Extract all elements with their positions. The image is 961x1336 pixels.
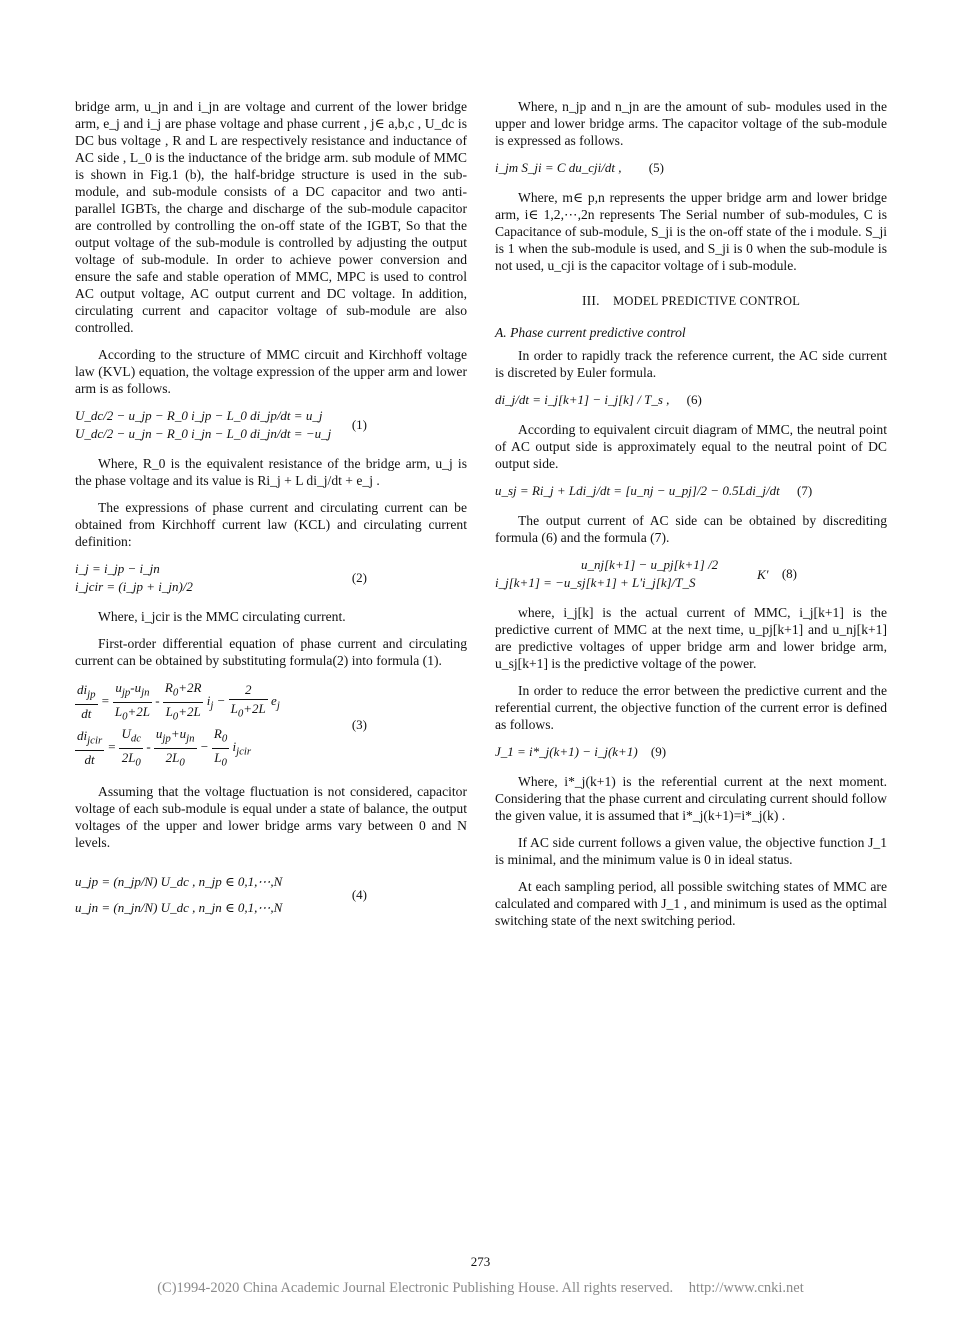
right-paragraph-7: In order to reduce the error between the predictive current and the referential current, the objective function of the current error is defined as follows. [495,683,887,732]
equation-1-number: (1) [351,417,367,432]
equation-6 [495,391,887,409]
equation-1-line-1: U_dc/2 − u_jp − R_0 i_jp − L_0 di_jp/dt = u_j [75,408,323,423]
right-paragraph-5: The output current of AC side can be obtained by discrediting formula (6) and the formula (7). [495,513,887,545]
equation-5 [495,159,887,177]
left-column [75,98,467,929]
equation-8-line-1: u_nj[k+1] − u_pj[k+1] /2 [581,557,719,572]
equation-8-number: (8) [781,566,797,581]
section-heading [495,292,887,310]
equation-6-number: (6) [686,392,702,407]
right-paragraph-3: In order to rapidly track the reference current, the AC side current is discreted by Euler formula. [495,348,887,380]
equation-6-body: di_j/dt = i_j[k+1] − i_j[k] / T_s , [495,392,670,407]
equation-1 [75,407,467,443]
equation-2-line-1: i_j = i_jp − i_jn [75,561,160,576]
right-paragraph-1: Where, n_jp and n_jn are the amount of sub- modules used in the upper and lower bridge arms. The capacitor voltage of the sub-module is expressed as follows. [495,99,887,148]
equation-9-number: (9) [650,744,667,759]
subsection-heading: A. Phase current predictive control [495,325,686,340]
left-paragraph-5: Where, i_jcir is the MMC circulating current. [98,609,346,624]
right-paragraph-8: Where, i*_j(k+1) is the referential current at the next moment. Considering that the phase current and circulating current should follow the given value, it is assumed that i*_j(k+1)=i*_j(k) . [495,774,887,823]
equation-9-body: J_1 = i*_j(k+1) − i_j(k+1) [495,744,638,759]
right-paragraph-2: Where, m∈ p,n represents the upper bridge arm and lower bridge arm, i∈ 1,2,⋯,2n represents The Serial number of sub-modules, C is Capacitance of sub-module, S_ji is the on-off state of the i module. S_ji is 1 when the sub-module is used, and S_ji is 0 when the sub-module is not used, u_cji is the capacitor voltage of i sub-module. [495,190,887,273]
section-title: MODEL PREDICTIVE CONTROL [613,294,801,308]
equation-7-number: (7) [797,483,813,498]
equation-4 [75,873,467,917]
equation-8-line-2: i_j[k+1] = −u_sj[k+1] + L'i_j[k]/T_S [495,575,696,590]
equation-2-line-2: i_jcir = (i_jp + i_jn)/2 [75,579,193,594]
page-number: 273 [470,1254,491,1269]
footer-copyright: (C)1994-2020 China Academic Journal Electronic Publishing House. All rights reserved. [157,1280,674,1296]
equation-4-number: (4) [351,887,367,903]
right-paragraph-9: If AC side current follows a given value, the objective function J_1 is minimal, and the minimum value is 0 in ideal status. [495,835,887,867]
right-column [495,98,887,939]
equation-3-number: (3) [351,717,367,733]
equation-4-line-2: u_jn = (n_jn/N) U_dc , n_jn ∈ 0,1,⋯,N [75,900,283,916]
equation-9 [495,743,887,761]
equation-2-number: (2) [351,570,367,585]
equation-5-number: (5) [648,160,664,175]
footer [0,1280,961,1297]
equation-8 [495,556,887,592]
equation-3-line-2: $\frac{di_{jcir}}{dt}$ = $\frac{U_{dc}}{2L_0}$ - $\frac{u_{jp}+u_{jn}}{2L_0}$ − $\frac{R_0}{L_0}$ $i_{jcir}$ [77,726,252,769]
equation-8-denominator: K' [757,567,769,582]
equation-3-line-1: $\frac{di_{jp}}{dt}$ = $\frac{u_{jp}-u_{jn}}{L_0+2L}$ - $\frac{R_0+2R}{L_0+2L}$ $i_j$ − $\frac{2}{L_0+2L}$ $e_j$ [77,680,280,723]
left-paragraph-4: The expressions of phase current and circulating current can be obtained from Kirchhoff current law (KCL) and circulating current definition: [75,500,467,549]
right-paragraph-10: At each sampling period, all possible switching states of MMC are calculated and compared with J_1 , and minimum is used as the optimal switching state of the next switching period. [495,879,887,928]
right-paragraph-6: where, i_j[k] is the actual current of MMC, i_j[k+1] is the predictive current of MMC at the next time, u_pj[k+1] and u_nj[k+1] are predictive voltages of upper bridge arm and lower bridge arm, u_sj[k+1] is the predictive voltage of the power. [495,605,887,671]
equation-2 [75,560,467,596]
footer-url: http://www.cnki.net [688,1280,804,1296]
left-paragraph-3: Where, R_0 is the equivalent resistance of the bridge arm, u_j is the phase voltage and its value is Ri_j + L di_j/dt + e_j . [75,456,467,488]
left-paragraph-7: Assuming that the voltage fluctuation is not considered, capacitor voltage of each sub-module is equal under a state of balance, the output voltages of the upper and lower bridge arms vary between 0 and N levels. [75,784,467,851]
equation-1-line-2: U_dc/2 − u_jn − R_0 i_jn − L_0 di_jn/dt = −u_j [75,426,332,441]
left-paragraph-1: bridge arm, u_jn and i_jn are voltage and current of the lower bridge arm, e_j and i_j are phase voltage and phase current , j∈ a,b,c , U_dc is DC bus voltage , R and L are respectively resistance and inductance of AC side , L_0 is the inductance of the bridge arm. sub module of MMC is shown in Fig.1 (b), the half-bridge structure is used in the sub-module, and sub-module consists of a DC capacitor and two anti-parallel IGBTs, the charge and discharge of the sub-module capacitor are controlled by controlling the on-off state of the IGBT, So that the output voltage of the sub-module is controlled by adjusting the output voltage of sub-module. In order to achieve power conversion and ensure the safe and stable operation of MMC, MPC is used to control AC output voltage, AC output current and DC voltage. In addition, circulating current and capacitor voltage of sub-module are also controlled. [75,99,467,335]
equation-7 [495,482,887,500]
equation-7-body: u_sj = Ri_j + Ldi_j/dt = [u_nj − u_pj]/2 − 0.5Ldi_j/dt [495,483,780,498]
left-paragraph-2: According to the structure of MMC circuit and Kirchhoff voltage law (KVL) equation, the voltage expression of the upper arm and lower arm is as follows. [75,347,467,396]
equation-4-line-1: u_jp = (n_jp/N) U_dc , n_jp ∈ 0,1,⋯,N [75,874,283,890]
right-paragraph-4: According to equivalent circuit diagram of MMC, the neutral point of AC output side is approximately equal to the neutral point of DC output side. [495,422,887,471]
left-paragraph-6: First-order differential equation of phase current and circulating current can be obtained by substituting formula(2) into formula (1). [75,636,467,668]
equation-5-body: i_jm S_ji = C du_cji/dt , [495,160,622,175]
equation-3 [75,679,467,771]
section-number: III. [581,293,600,308]
